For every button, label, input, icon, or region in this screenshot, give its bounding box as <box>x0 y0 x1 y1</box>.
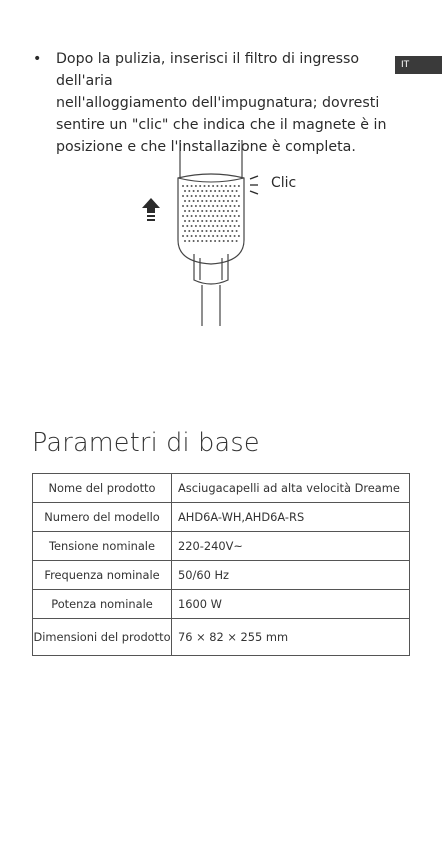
param-value: 76 × 82 × 255 mm <box>172 619 410 656</box>
param-key: Nome del prodotto <box>33 474 172 503</box>
param-value: 220-240V~ <box>172 532 410 561</box>
param-key: Numero del modello <box>33 503 172 532</box>
language-tab: IT <box>395 56 442 74</box>
param-key: Tensione nominale <box>33 532 172 561</box>
instruction-text: Dopo la pulizia, inserisci il filtro di ingresso dell'aria nell'alloggiamento dell'impugnatura; dovresti sentire un "clic" che indica che il magnete è in posizione e che l'installazione è completa. <box>56 51 387 155</box>
table-row <box>33 532 410 561</box>
table-row <box>33 503 410 532</box>
handle-outline <box>180 140 242 178</box>
section-title: Parametri di base <box>32 428 260 458</box>
click-sound-icon <box>250 176 258 194</box>
param-value: 1600 W <box>172 590 410 619</box>
param-value: AHD6A-WH,AHD6A-RS <box>172 503 410 532</box>
table-row <box>33 561 410 590</box>
param-key: Dimensioni del prodotto <box>33 619 172 656</box>
parameters-table <box>32 473 410 656</box>
param-key: Frequenza nominale <box>33 561 172 590</box>
bullet-dot: • <box>33 51 42 67</box>
table-row <box>33 474 410 503</box>
click-label: Clic <box>271 175 297 191</box>
air-filter-icon <box>178 174 244 264</box>
handle-base <box>194 254 228 326</box>
up-arrow-icon <box>142 198 160 221</box>
param-value: 50/60 Hz <box>172 561 410 590</box>
filter-install-illustration <box>130 140 310 340</box>
table-row <box>33 619 410 656</box>
table-row <box>33 590 410 619</box>
param-key: Potenza nominale <box>33 590 172 619</box>
param-value: Asciugacapelli ad alta velocità Dreame <box>172 474 410 503</box>
